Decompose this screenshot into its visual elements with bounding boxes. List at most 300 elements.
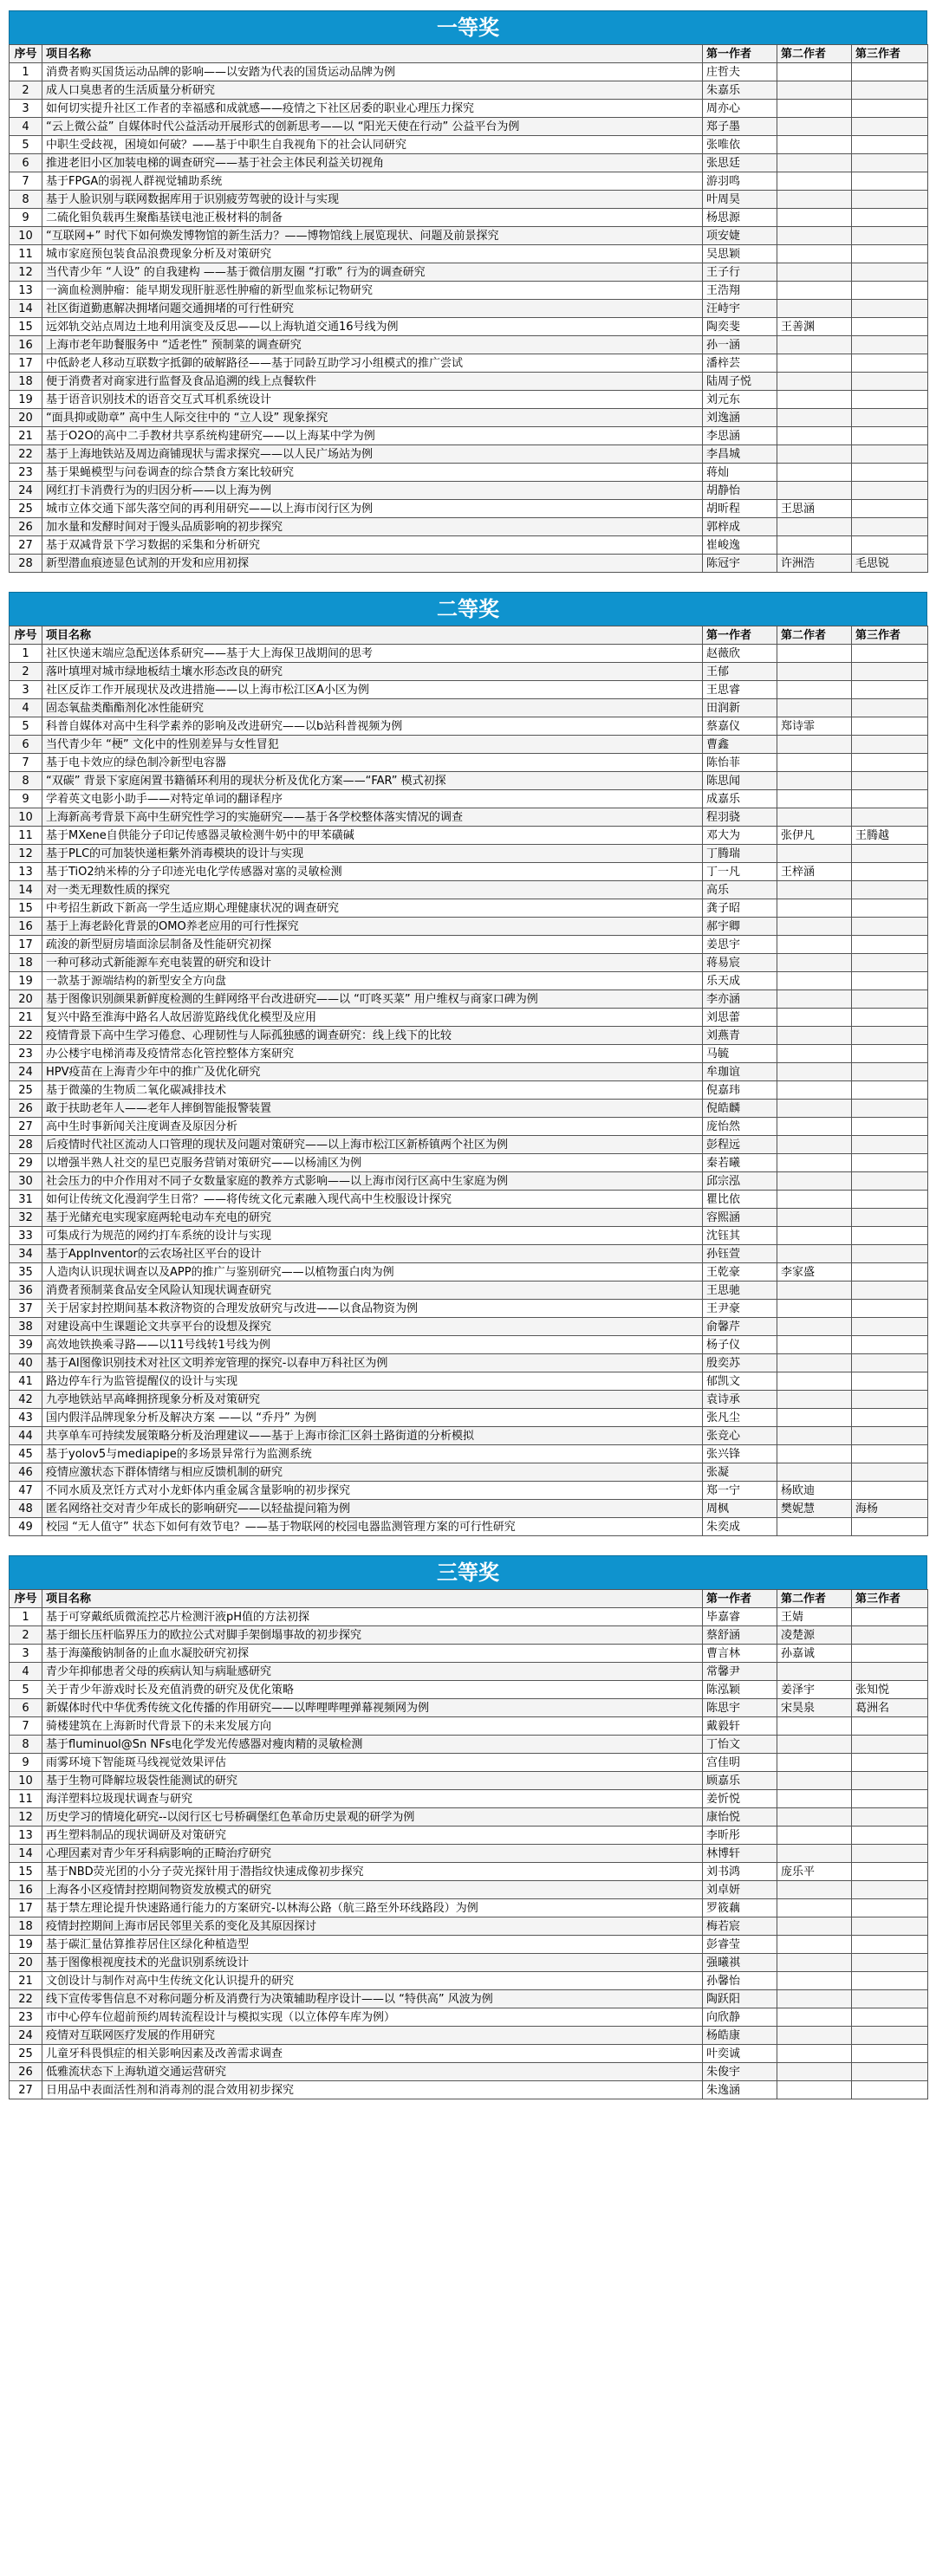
project-title: 落叶填埋对城市绿地板结土壤水形态改良的研究 bbox=[42, 663, 703, 681]
project-title: 路边停车行为监管提醒仪的设计与实现 bbox=[42, 1372, 703, 1391]
project-title: 雨雾环境下智能斑马线视觉效果评估 bbox=[42, 1754, 703, 1772]
table-row bbox=[10, 990, 928, 1009]
row-index: 28 bbox=[10, 1136, 42, 1154]
project-title: 青少年抑郁患者父母的疾病认知与病耻感研究 bbox=[42, 1663, 703, 1681]
table-row bbox=[10, 227, 928, 245]
table-row bbox=[10, 100, 928, 118]
row-index: 35 bbox=[10, 1263, 42, 1282]
second-author bbox=[777, 1081, 852, 1100]
second-author bbox=[777, 427, 852, 445]
first-author: 刘书鸿 bbox=[703, 1863, 777, 1881]
project-title: 消费者预制菜食品安全风险认知现状调查研究 bbox=[42, 1282, 703, 1300]
row-index: 7 bbox=[10, 1717, 42, 1736]
first-author: 潘梓芸 bbox=[703, 354, 777, 373]
row-index: 4 bbox=[10, 699, 42, 717]
third-author bbox=[852, 2063, 928, 2081]
project-title: 高效地铁换乘寻路——以11号线转1号线为例 bbox=[42, 1336, 703, 1354]
table-row bbox=[10, 1954, 928, 1972]
second-author bbox=[777, 881, 852, 899]
second-author bbox=[777, 354, 852, 373]
second-author: 孙嘉诚 bbox=[777, 1645, 852, 1663]
table-row bbox=[10, 1736, 928, 1754]
second-author bbox=[777, 1754, 852, 1772]
third-author bbox=[852, 1990, 928, 2008]
row-index: 40 bbox=[10, 1354, 42, 1372]
first-author: 林博轩 bbox=[703, 1845, 777, 1863]
first-author: 马毓 bbox=[703, 1045, 777, 1063]
project-title: 一款基于源端结构的新型安全方向盘 bbox=[42, 972, 703, 990]
second-author bbox=[777, 1191, 852, 1209]
row-index: 22 bbox=[10, 445, 42, 464]
project-title: 国内假洋品牌现象分析及解决方案 ——以 “乔丹” 为例 bbox=[42, 1409, 703, 1427]
project-title: 二硫化钼负载再生聚酯基镁电池正极材料的制备 bbox=[42, 209, 703, 227]
second-author bbox=[777, 736, 852, 754]
row-index: 20 bbox=[10, 409, 42, 427]
table-row bbox=[10, 1009, 928, 1027]
first-author: 向欣静 bbox=[703, 2008, 777, 2027]
header-index: 序号 bbox=[10, 45, 42, 63]
second-author bbox=[777, 1990, 852, 2008]
second-author: 王思涵 bbox=[777, 500, 852, 518]
award-table bbox=[9, 626, 928, 1536]
table-row bbox=[10, 1118, 928, 1136]
third-author bbox=[852, 209, 928, 227]
row-index: 23 bbox=[10, 464, 42, 482]
table-row bbox=[10, 1990, 928, 2008]
row-index: 20 bbox=[10, 990, 42, 1009]
second-author bbox=[777, 699, 852, 717]
third-author bbox=[852, 1954, 928, 1972]
third-author: 海杨 bbox=[852, 1500, 928, 1518]
table-row bbox=[10, 518, 928, 536]
row-index: 14 bbox=[10, 1845, 42, 1863]
table-row bbox=[10, 899, 928, 918]
second-author bbox=[777, 1172, 852, 1191]
third-author bbox=[852, 118, 928, 136]
row-index: 15 bbox=[10, 318, 42, 336]
second-author bbox=[777, 1118, 852, 1136]
third-author bbox=[852, 2008, 928, 2027]
first-author: 刘燕青 bbox=[703, 1027, 777, 1045]
project-title: 基于yolov5与mediapipe的多场景异常行为监测系统 bbox=[42, 1445, 703, 1463]
row-index: 14 bbox=[10, 300, 42, 318]
table-row bbox=[10, 1209, 928, 1227]
second-author bbox=[777, 1209, 852, 1227]
third-author bbox=[852, 717, 928, 736]
row-index: 39 bbox=[10, 1336, 42, 1354]
first-author: 刘元东 bbox=[703, 391, 777, 409]
header-first-author: 第一作者 bbox=[703, 1590, 777, 1608]
project-title: 再生塑料制品的现状调研及对策研究 bbox=[42, 1827, 703, 1845]
table-row bbox=[10, 445, 928, 464]
project-title: 疏浚的新型厨房墙面涂层制备及性能研究初探 bbox=[42, 936, 703, 954]
table-row bbox=[10, 1626, 928, 1645]
third-author bbox=[852, 1009, 928, 1027]
table-row bbox=[10, 1154, 928, 1172]
header-title: 项目名称 bbox=[42, 1590, 703, 1608]
first-author: 丁腾瑞 bbox=[703, 845, 777, 863]
first-author: 王乾豪 bbox=[703, 1263, 777, 1282]
table-row bbox=[10, 300, 928, 318]
third-author bbox=[852, 1899, 928, 1917]
first-author: 张凡尘 bbox=[703, 1409, 777, 1427]
second-author bbox=[777, 282, 852, 300]
header-third-author: 第三作者 bbox=[852, 626, 928, 645]
third-author bbox=[852, 663, 928, 681]
project-title: 心理因素对青少年牙科病影响的正畸治疗研究 bbox=[42, 1845, 703, 1863]
third-author bbox=[852, 972, 928, 990]
row-index: 3 bbox=[10, 100, 42, 118]
first-author: 杨思源 bbox=[703, 209, 777, 227]
second-author: 姜泽宇 bbox=[777, 1681, 852, 1699]
second-author bbox=[777, 1790, 852, 1808]
row-index: 11 bbox=[10, 245, 42, 263]
table-row bbox=[10, 263, 928, 282]
table-row bbox=[10, 63, 928, 81]
row-index: 2 bbox=[10, 663, 42, 681]
third-author bbox=[852, 354, 928, 373]
project-title: “互联网+” 时代下如何焕发博物馆的新生活力？——博物馆线上展览现状、问题及前景探究 bbox=[42, 227, 703, 245]
first-author: 郝宇卿 bbox=[703, 918, 777, 936]
project-title: 海洋塑料垃圾现状调查与研究 bbox=[42, 1790, 703, 1808]
table-row bbox=[10, 972, 928, 990]
third-author bbox=[852, 1209, 928, 1227]
third-author bbox=[852, 100, 928, 118]
first-author: 强曦祺 bbox=[703, 1954, 777, 1972]
second-author: 李家盛 bbox=[777, 1263, 852, 1282]
second-author bbox=[777, 1936, 852, 1954]
third-author bbox=[852, 1409, 928, 1427]
row-index: 36 bbox=[10, 1282, 42, 1300]
third-author bbox=[852, 482, 928, 500]
table-row bbox=[10, 1808, 928, 1827]
second-author bbox=[777, 1663, 852, 1681]
first-author: 郭梓成 bbox=[703, 518, 777, 536]
project-title: 社区快递末端应急配送体系研究——基于大上海保卫战期间的思考 bbox=[42, 645, 703, 663]
third-author bbox=[852, 1318, 928, 1336]
third-author bbox=[852, 1608, 928, 1626]
second-author bbox=[777, 790, 852, 808]
second-author bbox=[777, 1972, 852, 1990]
second-author bbox=[777, 536, 852, 555]
project-title: 关于青少年游戏时长及充值消费的研究及优化策略 bbox=[42, 1681, 703, 1699]
project-title: 上海新高考背景下高中生研究性学习的实施研究——基于各学校整体落实情况的调查 bbox=[42, 808, 703, 827]
second-author bbox=[777, 663, 852, 681]
project-title: 新媒体时代中华优秀传统文化传播的作用研究——以哔哩哔哩弹幕视频网为例 bbox=[42, 1699, 703, 1717]
third-author bbox=[852, 1482, 928, 1500]
table-row bbox=[10, 1500, 928, 1518]
table-row bbox=[10, 1045, 928, 1063]
row-index: 30 bbox=[10, 1172, 42, 1191]
second-author bbox=[777, 918, 852, 936]
first-author: 李亦涵 bbox=[703, 990, 777, 1009]
project-title: 校园 “无人值守” 状态下如何有效节电？——基于物联网的校园电器监测管理方案的可行性研究 bbox=[42, 1518, 703, 1536]
third-author bbox=[852, 518, 928, 536]
table-row bbox=[10, 1282, 928, 1300]
project-title: 后疫情时代社区流动人口管理的现状及问题对策研究——以上海市松江区新桥镇两个社区为例 bbox=[42, 1136, 703, 1154]
second-author: 王婧 bbox=[777, 1608, 852, 1626]
second-author bbox=[777, 1300, 852, 1318]
project-title: 人造肉认识现状调查以及APP的推广与鉴别研究——以植物蛋白肉为例 bbox=[42, 1263, 703, 1282]
project-title: 基于AppInventor的云农场社区平台的设计 bbox=[42, 1245, 703, 1263]
third-author bbox=[852, 1191, 928, 1209]
table-row bbox=[10, 1717, 928, 1736]
second-author bbox=[777, 100, 852, 118]
first-author: 倪嘉玮 bbox=[703, 1081, 777, 1100]
second-author bbox=[777, 518, 852, 536]
table-row bbox=[10, 373, 928, 391]
project-title: 疫情应激状态下群体情绪与相应反馈机制的研究 bbox=[42, 1463, 703, 1482]
row-index: 13 bbox=[10, 863, 42, 881]
third-author bbox=[852, 227, 928, 245]
project-title: 远郊轨交站点周边土地利用演变及反思——以上海轨道交通16号线为例 bbox=[42, 318, 703, 336]
table-row bbox=[10, 2081, 928, 2099]
second-author bbox=[777, 336, 852, 354]
first-author: 杨皓康 bbox=[703, 2027, 777, 2045]
table-row bbox=[10, 1663, 928, 1681]
first-author: 汪峙宇 bbox=[703, 300, 777, 318]
third-author bbox=[852, 936, 928, 954]
project-title: 基于图像根视度技术的光盘识别系统设计 bbox=[42, 1954, 703, 1972]
first-author: 容熙涵 bbox=[703, 1209, 777, 1227]
third-author bbox=[852, 1772, 928, 1790]
table-row bbox=[10, 245, 928, 263]
third-author bbox=[852, 391, 928, 409]
third-author bbox=[852, 1081, 928, 1100]
first-author: 顾嘉乐 bbox=[703, 1772, 777, 1790]
row-index: 42 bbox=[10, 1391, 42, 1409]
second-author bbox=[777, 1917, 852, 1936]
row-index: 1 bbox=[10, 1608, 42, 1626]
third-author bbox=[852, 1518, 928, 1536]
third-author bbox=[852, 1136, 928, 1154]
second-author bbox=[777, 1881, 852, 1899]
row-index: 2 bbox=[10, 1626, 42, 1645]
table-row bbox=[10, 808, 928, 827]
table-row bbox=[10, 1354, 928, 1372]
table-row bbox=[10, 1754, 928, 1772]
third-author bbox=[852, 245, 928, 263]
table-row bbox=[10, 1427, 928, 1445]
second-author bbox=[777, 990, 852, 1009]
first-author: 毕嘉睿 bbox=[703, 1608, 777, 1626]
third-author bbox=[852, 536, 928, 555]
second-author bbox=[777, 681, 852, 699]
third-author bbox=[852, 1027, 928, 1045]
row-index: 20 bbox=[10, 1954, 42, 1972]
second-author: 樊妮慧 bbox=[777, 1500, 852, 1518]
third-author: 毛思锐 bbox=[852, 555, 928, 573]
second-author bbox=[777, 1772, 852, 1790]
project-title: 基于海藻酸钠制备的止血水凝胶研究初探 bbox=[42, 1645, 703, 1663]
header-second-author: 第二作者 bbox=[777, 1590, 852, 1608]
first-author: 丁怡文 bbox=[703, 1736, 777, 1754]
first-author: 沈钰其 bbox=[703, 1227, 777, 1245]
table-row bbox=[10, 754, 928, 772]
header-third-author: 第三作者 bbox=[852, 1590, 928, 1608]
third-author bbox=[852, 1663, 928, 1681]
row-index: 15 bbox=[10, 899, 42, 918]
third-author bbox=[852, 1045, 928, 1063]
project-title: 基于电卡效应的绿色制冷新型电容器 bbox=[42, 754, 703, 772]
first-author: 孙一涵 bbox=[703, 336, 777, 354]
first-author: 张唯依 bbox=[703, 136, 777, 154]
row-index: 17 bbox=[10, 1899, 42, 1917]
third-author bbox=[852, 1754, 928, 1772]
row-index: 1 bbox=[10, 63, 42, 81]
third-author bbox=[852, 1917, 928, 1936]
project-title: 上海各小区疫情封控期间物资发放模式的研究 bbox=[42, 1881, 703, 1899]
row-index: 8 bbox=[10, 1736, 42, 1754]
row-index: 33 bbox=[10, 1227, 42, 1245]
project-title: 基于双减背景下学习数据的采集和分析研究 bbox=[42, 536, 703, 555]
project-title: 中低龄老人移动互联数字抵御的破解路径——基于同龄互助学习小组模式的推广尝试 bbox=[42, 354, 703, 373]
first-author: 郑子墨 bbox=[703, 118, 777, 136]
row-index: 10 bbox=[10, 227, 42, 245]
third-author bbox=[852, 1717, 928, 1736]
table-row bbox=[10, 663, 928, 681]
project-title: 上海市老年助餐服务中 “适老性” 预制菜的调查研究 bbox=[42, 336, 703, 354]
project-title: 成人口臭患者的生活质量分析研究 bbox=[42, 81, 703, 100]
third-author: 王腾越 bbox=[852, 827, 928, 845]
third-author bbox=[852, 191, 928, 209]
second-author bbox=[777, 1027, 852, 1045]
table-row bbox=[10, 2027, 928, 2045]
row-index: 47 bbox=[10, 1482, 42, 1500]
third-author bbox=[852, 1972, 928, 1990]
first-author: 瞿比依 bbox=[703, 1191, 777, 1209]
second-author: 郑诗霏 bbox=[777, 717, 852, 736]
first-author: 蔡嘉仪 bbox=[703, 717, 777, 736]
third-author bbox=[852, 2081, 928, 2099]
table-row bbox=[10, 136, 928, 154]
row-index: 38 bbox=[10, 1318, 42, 1336]
project-title: 中考招生新政下新高一学生适应期心理健康状况的调查研究 bbox=[42, 899, 703, 918]
third-author bbox=[852, 918, 928, 936]
table-row bbox=[10, 772, 928, 790]
project-title: 新型潜血痕迹显色试剂的开发和应用初探 bbox=[42, 555, 703, 573]
table-row bbox=[10, 191, 928, 209]
table-row bbox=[10, 391, 928, 409]
first-author: 李昕彤 bbox=[703, 1827, 777, 1845]
row-index: 21 bbox=[10, 1972, 42, 1990]
table-row bbox=[10, 1645, 928, 1663]
first-author: 秦若曦 bbox=[703, 1154, 777, 1172]
second-author bbox=[777, 373, 852, 391]
first-author: 丁一凡 bbox=[703, 863, 777, 881]
first-author: 曹言林 bbox=[703, 1645, 777, 1663]
first-author: 俞馨芹 bbox=[703, 1318, 777, 1336]
row-index: 4 bbox=[10, 118, 42, 136]
second-author bbox=[777, 1154, 852, 1172]
third-author bbox=[852, 336, 928, 354]
first-author: 崔峻逸 bbox=[703, 536, 777, 555]
table-row bbox=[10, 827, 928, 845]
header-first-author: 第一作者 bbox=[703, 45, 777, 63]
row-index: 22 bbox=[10, 1990, 42, 2008]
award-section bbox=[9, 10, 927, 573]
table-row bbox=[10, 1790, 928, 1808]
third-author bbox=[852, 754, 928, 772]
project-title: 敢于扶助老年人——老年人摔倒智能报警装置 bbox=[42, 1100, 703, 1118]
table-row bbox=[10, 1318, 928, 1336]
first-author: 张兴锋 bbox=[703, 1445, 777, 1463]
second-author bbox=[777, 1136, 852, 1154]
third-author bbox=[852, 2027, 928, 2045]
second-author bbox=[777, 1518, 852, 1536]
third-author bbox=[852, 1354, 928, 1372]
project-title: 关于居家封控期间基本救济物资的合理发放研究与改进——以食品物资为例 bbox=[42, 1300, 703, 1318]
first-author: 叶周昊 bbox=[703, 191, 777, 209]
third-author bbox=[852, 1445, 928, 1463]
row-index: 32 bbox=[10, 1209, 42, 1227]
row-index: 45 bbox=[10, 1445, 42, 1463]
table-row bbox=[10, 555, 928, 573]
first-author: 袁诗承 bbox=[703, 1391, 777, 1409]
header-index: 序号 bbox=[10, 626, 42, 645]
table-row bbox=[10, 1845, 928, 1863]
project-title: 基于生物可降解垃圾袋性能测试的研究 bbox=[42, 1772, 703, 1790]
table-row bbox=[10, 1972, 928, 1990]
project-title: 文创设计与制作对高中生传统文化认识提升的研究 bbox=[42, 1972, 703, 1990]
second-author bbox=[777, 63, 852, 81]
third-author bbox=[852, 1063, 928, 1081]
second-author bbox=[777, 808, 852, 827]
third-author bbox=[852, 300, 928, 318]
first-author: 王浩翔 bbox=[703, 282, 777, 300]
row-index: 19 bbox=[10, 391, 42, 409]
row-index: 17 bbox=[10, 936, 42, 954]
row-index: 21 bbox=[10, 1009, 42, 1027]
second-author bbox=[777, 445, 852, 464]
row-index: 16 bbox=[10, 336, 42, 354]
project-title: 骑楼建筑在上海新时代背景下的未来发展方向 bbox=[42, 1717, 703, 1736]
row-index: 5 bbox=[10, 136, 42, 154]
second-author bbox=[777, 1372, 852, 1391]
row-index: 7 bbox=[10, 172, 42, 191]
table-row bbox=[10, 209, 928, 227]
third-author bbox=[852, 1427, 928, 1445]
project-title: 以增强半熟人社交的星巴克服务营销对策研究——以杨浦区为例 bbox=[42, 1154, 703, 1172]
project-title: 基于AI图像识别技术对社区文明养宠管理的探究-以春申万科社区为例 bbox=[42, 1354, 703, 1372]
table-row bbox=[10, 918, 928, 936]
second-author bbox=[777, 772, 852, 790]
project-title: 基于图像识别颜果新鲜度检测的生鲜网络平台改进研究——以 “叮咚买菜” 用户维权与商家口碑为例 bbox=[42, 990, 703, 1009]
row-index: 18 bbox=[10, 373, 42, 391]
row-index: 25 bbox=[10, 500, 42, 518]
first-author: 游羽鸣 bbox=[703, 172, 777, 191]
row-index: 49 bbox=[10, 1518, 42, 1536]
second-author: 许洲浩 bbox=[777, 555, 852, 573]
row-index: 43 bbox=[10, 1409, 42, 1427]
third-author bbox=[852, 1118, 928, 1136]
row-index: 34 bbox=[10, 1245, 42, 1263]
award-section-title: 三等奖 bbox=[9, 1555, 927, 1589]
first-author: 程羽骁 bbox=[703, 808, 777, 827]
award-section-title: 一等奖 bbox=[9, 10, 927, 44]
table-row bbox=[10, 81, 928, 100]
table-row bbox=[10, 354, 928, 373]
project-title: 匿名网络社交对青少年成长的影响研究——以轻盐提问箱为例 bbox=[42, 1500, 703, 1518]
third-author bbox=[852, 990, 928, 1009]
table-row bbox=[10, 1899, 928, 1917]
first-author: 吴思颖 bbox=[703, 245, 777, 263]
table-row bbox=[10, 1936, 928, 1954]
row-index: 46 bbox=[10, 1463, 42, 1482]
first-author: 蔡舒涵 bbox=[703, 1626, 777, 1645]
row-index: 11 bbox=[10, 827, 42, 845]
third-author bbox=[852, 154, 928, 172]
